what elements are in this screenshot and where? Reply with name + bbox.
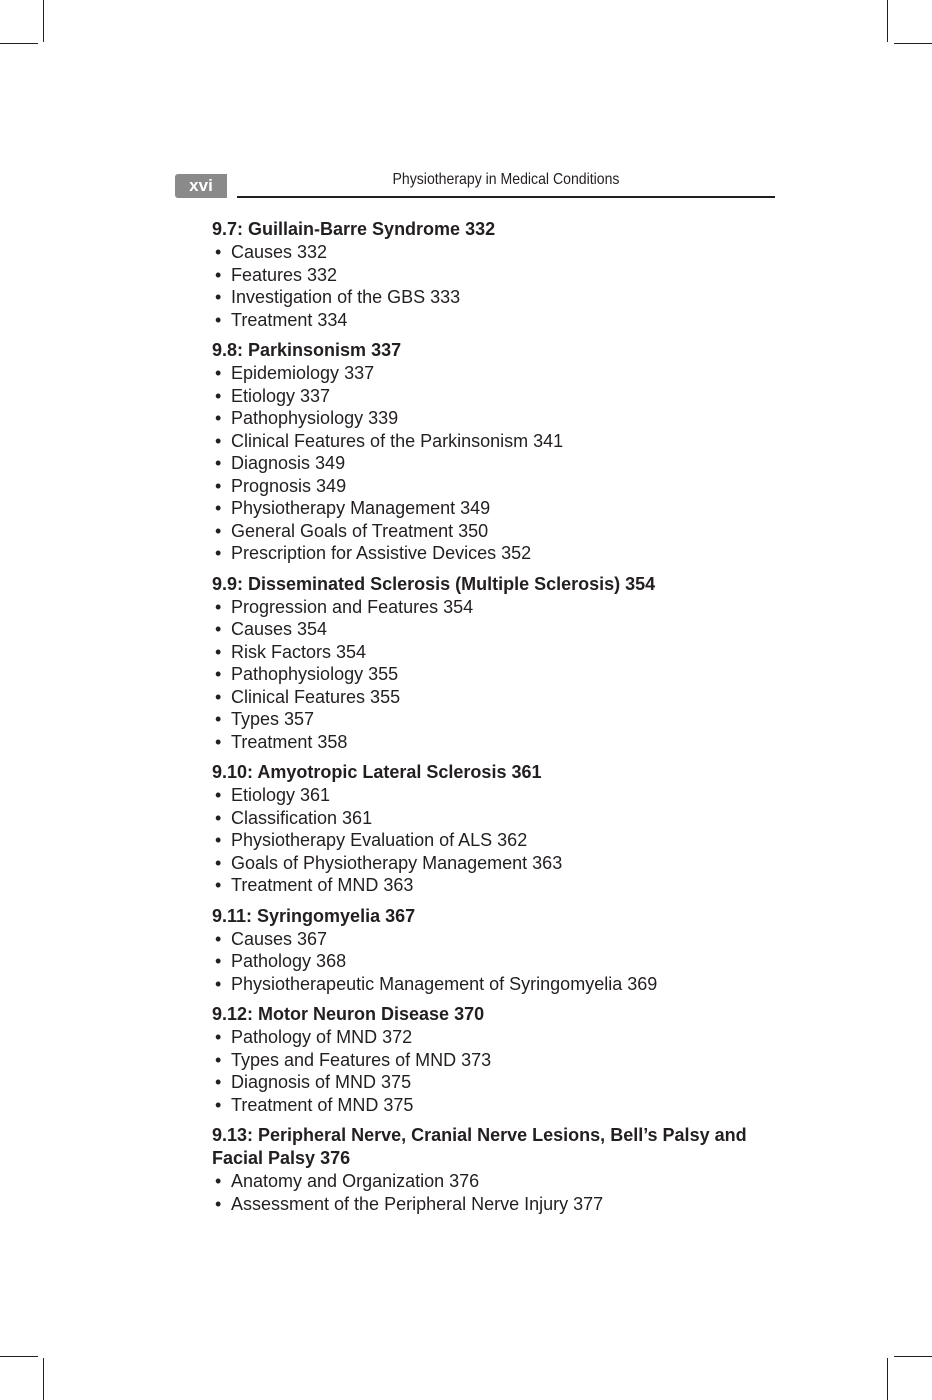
toc-item: • Assessment of the Peripheral Nerve Injury 377	[212, 1193, 782, 1216]
section-title: 9.13: Peripheral Nerve, Cranial Nerve Lesions, Bell’s Palsy and Facial Palsy 376	[212, 1125, 747, 1168]
toc-item: • Causes 367	[212, 928, 782, 951]
toc-item: • Physiotherapeutic Management of Syringomyelia 369	[212, 973, 782, 996]
toc-item: • Progression and Features 354	[212, 596, 782, 619]
toc-item: • Prescription for Assistive Devices 352	[212, 542, 782, 565]
crop-mark	[43, 1358, 44, 1400]
section-title: 9.8: Parkinsonism 337	[212, 340, 402, 360]
section-title: 9.7: Guillain-Barre Syndrome 332	[212, 219, 496, 239]
toc-item: • Types and Features of MND 373	[212, 1049, 782, 1072]
toc-item: • Investigation of the GBS 333	[212, 286, 782, 309]
section-items	[212, 1026, 782, 1116]
crop-mark	[43, 0, 44, 42]
section-items	[212, 362, 782, 565]
crop-mark	[894, 43, 932, 44]
toc-section	[212, 1124, 782, 1215]
table-of-contents	[212, 218, 782, 1223]
toc-item: • Treatment of MND 375	[212, 1094, 782, 1117]
toc-item: • Clinical Features of the Parkinsonism 341	[212, 430, 782, 453]
toc-item: • Types 357	[212, 708, 782, 731]
toc-item: • Epidemiology 337	[212, 362, 782, 385]
toc-item: • Diagnosis of MND 375	[212, 1071, 782, 1094]
crop-mark	[887, 1358, 888, 1400]
toc-item: • Clinical Features 355	[212, 686, 782, 709]
toc-item: • Physiotherapy Evaluation of ALS 362	[212, 829, 782, 852]
toc-item: • Diagnosis 349	[212, 452, 782, 475]
section-items	[212, 928, 782, 996]
toc-item: • Pathology 368	[212, 950, 782, 973]
section-items	[212, 1170, 782, 1215]
toc-item: • Etiology 361	[212, 784, 782, 807]
toc-item: • Treatment 358	[212, 731, 782, 754]
toc-item: • Treatment 334	[212, 309, 782, 332]
toc-item: • General Goals of Treatment 350	[212, 520, 782, 543]
toc-section	[212, 218, 782, 331]
section-items	[212, 241, 782, 331]
toc-item: • Causes 354	[212, 618, 782, 641]
toc-item: • Physiotherapy Management 349	[212, 497, 782, 520]
toc-item: • Pathophysiology 339	[212, 407, 782, 430]
page-number: xvi	[175, 174, 227, 198]
toc-item: • Etiology 337	[212, 385, 782, 408]
crop-mark	[894, 1356, 932, 1357]
toc-section	[212, 1003, 782, 1116]
toc-item: • Causes 332	[212, 241, 782, 264]
header-rule	[237, 196, 775, 198]
toc-section	[212, 573, 782, 754]
toc-section	[212, 339, 782, 565]
toc-item: • Classification 361	[212, 807, 782, 830]
crop-mark	[0, 1356, 38, 1357]
toc-item: • Goals of Physiotherapy Management 363	[212, 852, 782, 875]
toc-item: • Features 332	[212, 264, 782, 287]
section-title: 9.12: Motor Neuron Disease 370	[212, 1004, 485, 1024]
crop-mark	[887, 0, 888, 42]
toc-item: • Pathology of MND 372	[212, 1026, 782, 1049]
section-title: 9.11: Syringomyelia 367	[212, 905, 416, 926]
toc-section	[212, 761, 782, 897]
running-title: Physiotherapy in Medical Conditions	[392, 171, 620, 188]
section-title: 9.10: Amyotropic Lateral Sclerosis 361	[212, 762, 542, 782]
section-items	[212, 784, 782, 897]
crop-mark	[0, 43, 38, 44]
section-items	[212, 596, 782, 754]
toc-item: • Prognosis 349	[212, 475, 782, 498]
toc-item: • Risk Factors 354	[212, 641, 782, 664]
toc-item: • Treatment of MND 363	[212, 874, 782, 897]
toc-section	[212, 905, 782, 996]
section-title: 9.9: Disseminated Sclerosis (Multiple Sclerosis) 354	[212, 573, 656, 594]
toc-item: • Anatomy and Organization 376	[212, 1170, 782, 1193]
toc-item: • Pathophysiology 355	[212, 663, 782, 686]
